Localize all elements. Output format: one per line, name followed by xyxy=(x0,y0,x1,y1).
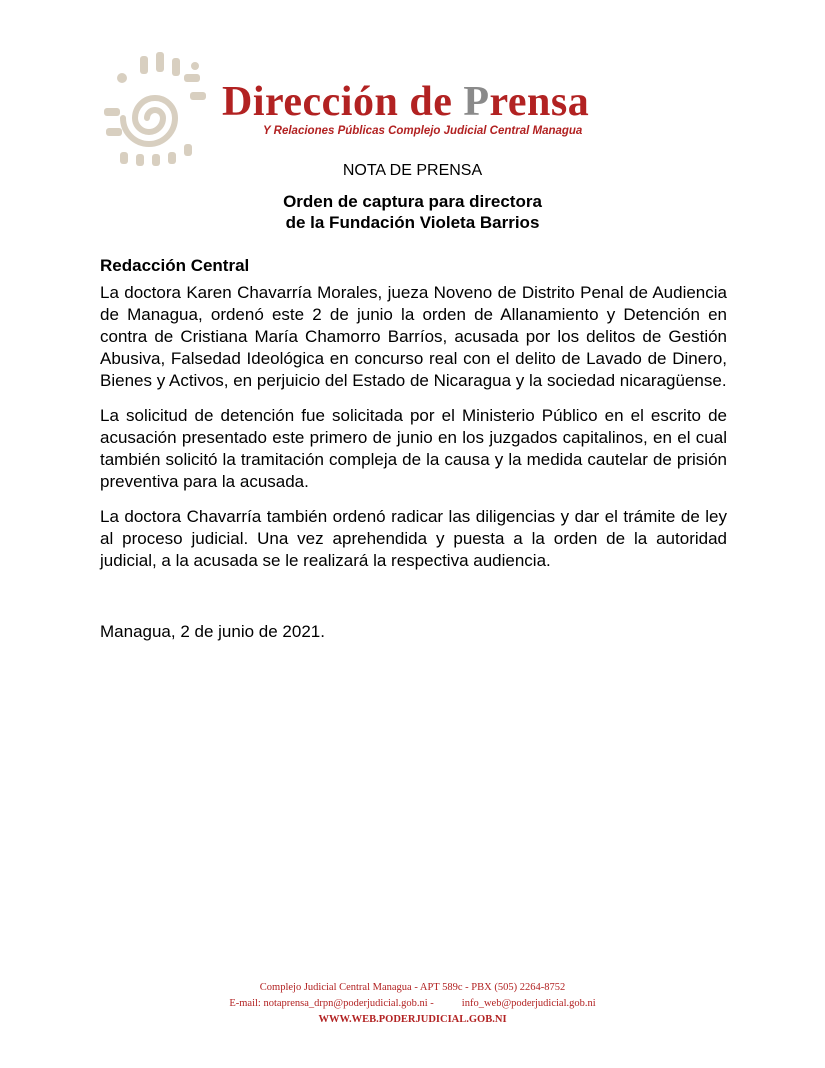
footer xyxy=(0,980,825,1028)
paragraph: La doctora Karen Chavarría Morales, jueza Noveno de Distrito Penal de Audiencia de Managua, ordenó este 2 de junio la orden de Allanamiento y Detención en contra de Cristiana María Chamorro Barríos, acusada por los delitos de Gestión Abusiva, Falsedad Ideológica en concurso real con el delito de Lavado de Dinero, Bienes y Activos, en perjuicio del Estado de Nicaragua y la sociedad nicaragüense. xyxy=(100,283,727,390)
paragraph: La doctora Chavarría también ordenó radicar las diligencias y dar el trámite de ley al proceso judicial. Una vez aprehendida y puesta a la orden de la autoridad judicial, a la acusada se le realizará la respectiva audiencia. xyxy=(100,507,727,570)
document-type: NOTA DE PRENSA xyxy=(342,162,483,179)
footer-emails xyxy=(0,996,825,1012)
signoff-date: Managua, 2 de junio de 2021. xyxy=(100,622,325,641)
spiral-logo-icon xyxy=(100,48,210,166)
footer-email-1[interactable]: E-mail: notaprensa_drpn@poderjudicial.gob.ni - xyxy=(229,998,434,1009)
byline: Redacción Central xyxy=(100,256,250,275)
title-line-2: de la Fundación Violeta Barrios xyxy=(285,213,540,232)
title-line-1: Orden de captura para directora xyxy=(283,192,542,211)
article-body xyxy=(100,282,727,585)
paragraph: La solicitud de detención fue solicitada por el Ministerio Público en el escrito de acusación presentado este primero de junio en los juzgados capitalinos, en el cual también solicitó la tramitación compleja de la causa y la medida cautelar de prisión preventiva para la acusada. xyxy=(100,406,727,491)
letterhead xyxy=(100,48,620,168)
document-title xyxy=(0,191,825,233)
brand-title-part1: Dirección de xyxy=(222,79,464,125)
footer-email-2[interactable]: info_web@poderjudicial.gob.ni xyxy=(461,998,596,1009)
footer-website-link[interactable]: WWW.WEB.PODERJUDICIAL.GOB.NI xyxy=(318,1014,507,1025)
brand-title-initial: P xyxy=(463,79,490,125)
footer-address: Complejo Judicial Central Managua - APT 589c - PBX (505) 2264-8752 xyxy=(259,982,566,993)
brand-title xyxy=(222,78,589,126)
brand-subtitle: Y Relaciones Públicas Complejo Judicial Central Managua xyxy=(263,125,583,137)
brand-title-part2: rensa xyxy=(489,79,590,125)
